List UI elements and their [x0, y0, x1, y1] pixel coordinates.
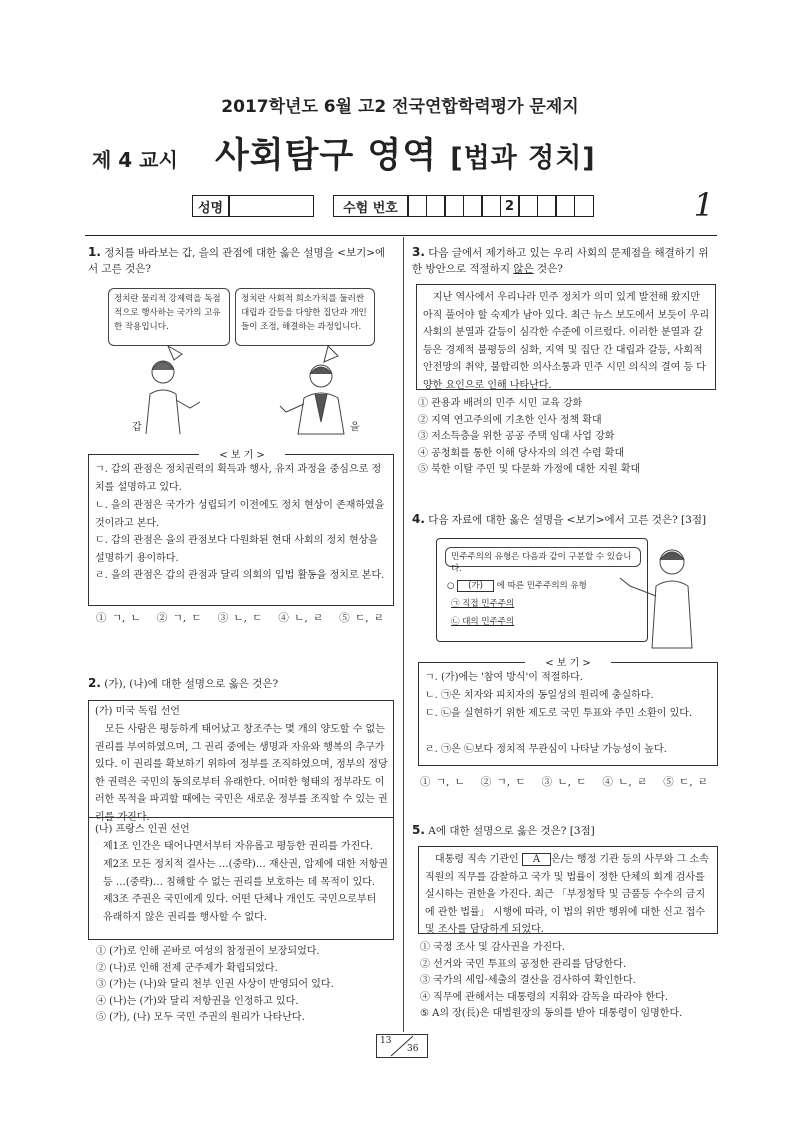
option-item[interactable]: ⑤ (가), (나) 모두 국민 주권의 원리가 나타난다.	[96, 1012, 305, 1023]
page-number: 1	[693, 186, 714, 224]
exam-number-cell[interactable]	[574, 195, 594, 217]
question-4-bogi-box	[418, 658, 718, 766]
question-5-number: 5.	[412, 823, 425, 837]
question-2-text: (가), (나)에 대한 설명으로 옳은 것은?	[104, 678, 279, 690]
question-3-text-end: 것은?	[533, 263, 563, 275]
question-1-number: 1.	[88, 245, 101, 259]
passage-b-article: 제2조 모든 정치적 결사는 …(중략)… 재산권, 압제에 대한 저항권 등 …(중략)… 침해할 수 없는 권리를 보호하는 데 목적이 있다.	[103, 859, 388, 888]
exam-number-cell[interactable]: 2	[500, 195, 520, 217]
board-item-1: ㉠ 직접 민주주의	[451, 599, 515, 609]
passage-b-article: 제3조 주권은 국민에게 있다. 어떤 단체나 개인도 국민으로부터 유래하지 않은 권리를 행사할 수 없다.	[103, 894, 377, 923]
question-2-stem	[88, 675, 394, 692]
board-line-text: 에 따른 민주주의의 유형	[493, 581, 587, 591]
page-total: 36	[407, 1044, 419, 1054]
bogi-item: ㄷ. ㉡을 실현하기 위한 제도로 국민 투표와 주민 소환이 있다.	[425, 708, 693, 719]
passage-text: 은/는 행정 기관 등의 사무와 그 소속 직원의 직무를 감찰하고 국가 및 법률이 정한 단체의 회계 검사를 실시하는 권한을 가진다. 최근 「부정청탁 및 금품등 수수의 금지에 관한 법률」 시행에 따라, 이 법의 위반 행위에 대한 신고 접수 및 조사를 담당하게 되었다.	[425, 854, 709, 935]
name-field[interactable]	[228, 195, 314, 217]
option-item[interactable]: ③ 국가의 세입·세출의 결산을 검사하여 확인한다.	[420, 975, 636, 986]
name-label: 성명	[192, 195, 230, 217]
bogi-title: < 보 기 >	[525, 654, 611, 669]
question-4-number: 4.	[412, 512, 425, 526]
exam-number-label: 수험 번호	[333, 195, 409, 217]
option-item[interactable]: ④ 공청회를 통한 이해 당사자의 의견 수렴 확대	[418, 447, 625, 459]
question-3-stem	[412, 244, 718, 277]
question-3-passage: 지난 역사에서 우리나라 민주 정치가 의미 있게 발전해 왔지만 아직 풀어야 할 숙제가 남아 있다. 최근 뉴스 보도에서 보듯이 우리 사회의 분열과 갈등이 심각한 수준에 이르렀다. 이러한 분열과 갈등은 경제적 불평등의 심화, 지역 및 집단 간 대립과 갈등, 사회적 안전망의 취약, 불합리한 의사소통과 민주 시민 의식의 결여 등 다양한 요인으로 인해 나타난다.	[423, 292, 710, 391]
passage-divider	[89, 817, 393, 818]
question-3-options	[418, 396, 718, 479]
page-current: 13	[380, 1036, 392, 1046]
bogi-item: ㄴ. 을의 관점은 국가가 성립되기 이전에도 정치 현상이 존재하였을 것이라고 본다.	[95, 500, 385, 529]
option-item[interactable]: ③ (가)는 (나)와 달리 천부 인권 사상이 반영되어 있다.	[96, 979, 334, 990]
subject-title	[215, 128, 596, 178]
exam-number-cell[interactable]	[444, 195, 464, 217]
option-item[interactable]: ② 선거와 국민 투표의 공정한 관리를 담당한다.	[420, 958, 627, 970]
bogi-item: ㄱ. (가)에는 '참여 방식'이 적절하다.	[425, 672, 583, 683]
question-2-passage-box	[88, 700, 394, 940]
question-4-stem	[412, 511, 718, 528]
exam-number-cell[interactable]	[555, 195, 575, 217]
column-divider	[403, 237, 404, 1032]
speech-bubble-a: 정치란 물리적 강제력을 독점적으로 행사하는 국가의 고유한 작용입니다.	[108, 288, 230, 346]
bogi-item: ㄱ. 갑의 관점은 정치권력의 획득과 행사, 유지 과정을 중심으로 정치를 설명하고 있다.	[95, 464, 382, 493]
question-1-choices[interactable]: ① ㄱ, ㄴ ② ㄱ, ㄷ ③ ㄴ, ㄷ ④ ㄴ, ㄹ ⑤ ㄷ, ㄹ	[96, 612, 385, 624]
question-2-number: 2.	[88, 676, 101, 690]
option-item[interactable]: ③ 저소득층을 위한 공공 주택 임대 사업 강화	[418, 431, 615, 442]
option-item[interactable]: ① 국정 조사 및 감사권을 가진다.	[420, 942, 565, 953]
bogi-item: ㄹ. 을의 관점은 갑의 관점과 달리 의회의 입법 활동을 정치로 본다.	[95, 570, 385, 581]
subject-main: 사회탐구 영역	[215, 136, 438, 176]
question-3-emphasis: 않은	[513, 263, 534, 275]
board-bullet: ○	[447, 581, 458, 591]
bogi-item: ㄷ. 갑의 관점은 을의 관점보다 다원화된 현대 사회의 정치 현상을 설명하기 용이하다.	[95, 535, 378, 564]
question-4-text: 다음 자료에 대한 옳은 설명을 <보기>에서 고른 것은? [3점]	[428, 514, 707, 526]
question-5-passage-box	[418, 846, 718, 934]
question-4-choices[interactable]: ① ㄱ, ㄴ ② ㄱ, ㄷ ③ ㄴ, ㄷ ④ ㄴ, ㄹ ⑤ ㄷ, ㄹ	[420, 776, 709, 788]
speaker-a-label: 갑	[132, 422, 142, 433]
header-divider	[85, 235, 717, 236]
board-blank: (가)	[457, 580, 494, 592]
question-3-text: 다음 글에서 제기하고 있는 우리 사회의 문제점을 해결하기 위한 방안으로 적절하지	[412, 247, 709, 275]
candidate-id-row	[193, 195, 594, 217]
board-item-2: ㉡ 대의 민주주의	[451, 617, 515, 627]
passage-a-title: (가) 미국 독립 선언	[95, 706, 180, 717]
bogi-item: ㄴ. ㉠은 치자와 피치자의 동일성의 원리에 충실하다.	[425, 690, 654, 701]
page-counter	[376, 1034, 428, 1058]
option-item[interactable]: ② (나)로 인해 전제 군주제가 확립되었다.	[96, 962, 278, 974]
question-5-options	[420, 940, 720, 1023]
exam-number-cell[interactable]	[426, 195, 446, 217]
bogi-title: < 보 기 >	[199, 446, 285, 461]
option-item[interactable]: ④ (나)는 (가)와 달리 저항권을 인정하고 있다.	[96, 995, 299, 1007]
passage-text: 대통령 직속 기관인	[435, 854, 522, 865]
speech-bubble-b: 정치란 사회적 희소가치를 둘러싼 대립과 갈등을 다양한 집단과 개인들이 조정, 해결하는 과정입니다.	[235, 288, 375, 346]
question-1-bogi-box	[88, 450, 394, 606]
bogi-item: ㄹ. ㉠은 ㉡보다 정치적 무관심이 나타날 가능성이 높다.	[425, 744, 667, 755]
option-item[interactable]: ① (가)로 인해 곧바로 여성의 참정권이 보장되었다.	[96, 946, 320, 957]
period-label: 제 4 교시	[92, 148, 178, 172]
question-3-number: 3.	[412, 245, 425, 259]
exam-number-cell[interactable]	[537, 195, 557, 217]
exam-number-cell[interactable]	[481, 195, 501, 217]
passage-b-article: 제1조 인간은 태어나면서부터 자유롭고 평등한 권리를 가진다.	[103, 841, 374, 852]
speaker-b-label: 을	[350, 422, 360, 433]
board-line	[447, 579, 587, 591]
passage-a-body: 모든 사람은 평등하게 태어났고 창조주는 몇 개의 양도할 수 없는 권리를 부여하였으며, 그 권리 중에는 생명과 자유와 행복의 추구가 있다. 이 권리를 확보하기 위하여 정부를 조직하였으며, 정부의 정당한 권력은 국민의 동의로부터 유래한다. 어떠한 형태의 정부라도 이러한 목적을 파괴할 때에는 국민은 새로운 정부를 조직할 수 있는 권리를 가진다.	[95, 724, 388, 823]
option-item[interactable]: ⑤ 북한 이탈 주민 및 다문화 가정에 대한 지원 확대	[418, 464, 641, 475]
option-item[interactable]: ⑤ A의 장(長)은 대법원장의 동의를 받아 대통령이 임명한다.	[420, 1008, 683, 1019]
question-5-stem	[412, 822, 718, 839]
exam-number-cell[interactable]	[407, 195, 427, 217]
option-item[interactable]: ④ 직무에 관해서는 대통령의 지휘와 감독을 따라야 한다.	[420, 991, 668, 1003]
question-1-stem	[88, 244, 394, 277]
question-2-options	[96, 944, 396, 1027]
option-item[interactable]: ① 관용과 배려의 민주 시민 교육 강화	[418, 398, 583, 409]
exam-title: 2017학년도 6월 고2 전국연합학력평가 문제지	[221, 97, 579, 117]
question-1-text: 정치를 바라보는 갑, 을의 관점에 대한 옳은 설명을 <보기>에서 고른 것은?	[88, 247, 386, 275]
teacher-figure-icon	[606, 540, 716, 650]
question-3-passage-box	[416, 284, 716, 390]
question-5-passage	[425, 851, 713, 939]
question-5-text: A에 대한 설명으로 옳은 것은? [3점]	[428, 825, 595, 837]
board-title: 민주주의의 유형은 다음과 같이 구분할 수 있습니다.	[445, 547, 641, 567]
exam-number-cell[interactable]	[518, 195, 538, 217]
question-1-illustration	[88, 282, 394, 436]
subject-sub: [법과 정치]	[450, 143, 596, 174]
passage-b-title: (나) 프랑스 인권 선언	[95, 824, 190, 835]
option-item[interactable]: ② 지역 연고주의에 기초한 인사 정책 확대	[418, 414, 602, 426]
exam-number-cell[interactable]	[463, 195, 483, 217]
question-4-illustration	[416, 534, 716, 650]
passage-blank: A	[522, 853, 551, 866]
